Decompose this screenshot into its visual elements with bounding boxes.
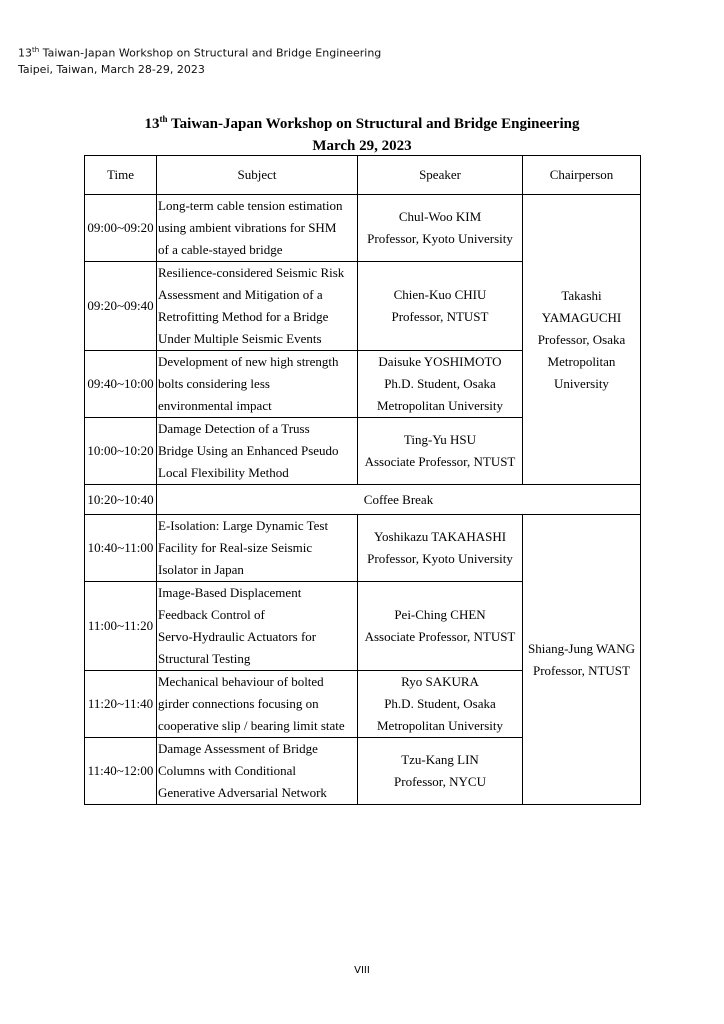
subject-line: Feedback Control of [158, 607, 265, 622]
chairperson-line: Professor, Osaka [537, 331, 626, 347]
speaker-line: Ryo SAKURA [401, 674, 479, 689]
chairperson-cell [523, 515, 641, 805]
title-line-1: 13th Taiwan-Japan Workshop on Structural and Bridge Engineering [144, 114, 580, 132]
subject-line: E-Isolation: Large Dynamic Test [158, 518, 329, 533]
speaker-line: Ting-Yu HSU [403, 432, 477, 447]
speaker-line: Professor, NYCU [394, 774, 486, 789]
speaker-cell [358, 738, 523, 805]
chairperson-line: University [554, 375, 609, 391]
table-row [85, 195, 641, 262]
header-subject: Subject [157, 156, 358, 195]
subject-line: Columns with Conditional [158, 763, 296, 778]
speaker-line: Ph.D. Student, Osaka [384, 376, 496, 391]
subject-line: Facility for Real-size Seismic [158, 540, 313, 555]
subject-line: Servo-Hydraulic Actuators for [158, 629, 317, 644]
subject-line: Resilience-considered Seismic Risk [158, 265, 345, 280]
subject-line: of a cable-stayed bridge [158, 242, 283, 257]
header-time: Time [85, 156, 157, 195]
page-number: VIII [354, 965, 370, 976]
subject-line: environmental impact [158, 398, 272, 413]
time-cell: 11:40~12:00 [85, 738, 157, 805]
speaker-line: Ph.D. Student, Osaka [384, 696, 496, 711]
subject-line: Damage Detection of a Truss [158, 421, 310, 436]
speaker-line: Chul-Woo KIM [398, 209, 482, 224]
time-cell: 10:40~11:00 [85, 515, 157, 582]
speaker-line: Associate Professor, NTUST [364, 629, 516, 644]
speaker-cell [358, 262, 523, 351]
table-header-row [85, 156, 641, 195]
coffee-break-label: Coffee Break [157, 485, 641, 515]
time-cell: 09:20~09:40 [85, 262, 157, 351]
header-chairperson: Chairperson [523, 156, 641, 195]
subject-line: Generative Adversarial Network [158, 785, 327, 800]
table-row [85, 515, 641, 582]
time-cell: 11:20~11:40 [85, 671, 157, 738]
subject-cell [157, 195, 358, 262]
chairperson-cell [523, 195, 641, 485]
time-cell: 09:40~10:00 [85, 351, 157, 418]
time-cell: 11:00~11:20 [85, 582, 157, 671]
subject-line: Mechanical behaviour of bolted [158, 674, 324, 689]
chairperson-line: Professor, NTUST [533, 662, 630, 678]
header-speaker: Speaker [358, 156, 523, 195]
subject-line: using ambient vibrations for SHM [158, 220, 337, 235]
chairperson-line: YAMAGUCHI [541, 309, 622, 325]
subject-line: Retrofitting Method for a Bridge [158, 309, 329, 324]
title-date: March 29, 2023 [312, 138, 412, 154]
subject-line: Local Flexibility Method [158, 465, 289, 480]
speaker-cell [358, 418, 523, 485]
speaker-line: Metropolitan University [376, 398, 503, 413]
speaker-cell [358, 195, 523, 262]
speaker-line: Metropolitan University [376, 718, 503, 733]
subject-line: Long-term cable tension estimation [158, 198, 343, 213]
subject-cell [157, 418, 358, 485]
subject-line: Image-Based Displacement [158, 585, 302, 600]
subject-line: girder connections focusing on [158, 696, 319, 711]
subject-line: Damage Assessment of Bridge [158, 741, 318, 756]
subject-line: Bridge Using an Enhanced Pseudo [158, 443, 339, 458]
subject-cell [157, 351, 358, 418]
speaker-cell [358, 515, 523, 582]
schedule-table [84, 155, 641, 805]
speaker-line: Chien-Kuo CHIU [393, 287, 487, 302]
subject-cell [157, 738, 358, 805]
subject-line: Under Multiple Seismic Events [158, 331, 322, 346]
speaker-cell [358, 582, 523, 671]
subject-line: Isolator in Japan [158, 562, 244, 577]
time-cell: 10:20~10:40 [85, 485, 157, 515]
chairperson-line: Shiang-Jung WANG [527, 640, 635, 656]
subject-cell [157, 515, 358, 582]
speaker-line: Associate Professor, NTUST [364, 454, 516, 469]
time-cell: 10:00~10:20 [85, 418, 157, 485]
speaker-cell [358, 351, 523, 418]
speaker-cell [358, 671, 523, 738]
subject-line: Structural Testing [158, 651, 251, 666]
header-line-1: 13th Taiwan-Japan Workshop on Structural and Bridge Engineering [18, 46, 382, 60]
speaker-line: Pei-Ching CHEN [394, 607, 486, 622]
header-line-2: Taipei, Taiwan, March 28-29, 2023 [18, 62, 205, 76]
subject-line: Development of new high strength [158, 354, 339, 369]
speaker-line: Professor, NTUST [391, 309, 489, 324]
subject-line: Assessment and Mitigation of a [158, 287, 323, 302]
chairperson-line: Takashi [561, 287, 602, 303]
subject-cell [157, 262, 358, 351]
speaker-line: Professor, Kyoto University [367, 231, 513, 246]
time-cell: 09:00~09:20 [85, 195, 157, 262]
chairperson-line: Metropolitan [547, 353, 616, 369]
running-header [18, 42, 381, 78]
speaker-line: Tzu-Kang LIN [401, 752, 479, 767]
subject-cell [157, 582, 358, 671]
speaker-line: Yoshikazu TAKAHASHI [373, 529, 507, 544]
page-title [0, 108, 724, 157]
coffee-break-row [85, 485, 641, 515]
speaker-line: Professor, Kyoto University [367, 551, 513, 566]
subject-line: cooperative slip / bearing limit state [158, 718, 345, 733]
subject-line: bolts considering less [158, 376, 270, 391]
subject-cell [157, 671, 358, 738]
speaker-line: Daisuke YOSHIMOTO [378, 354, 502, 369]
